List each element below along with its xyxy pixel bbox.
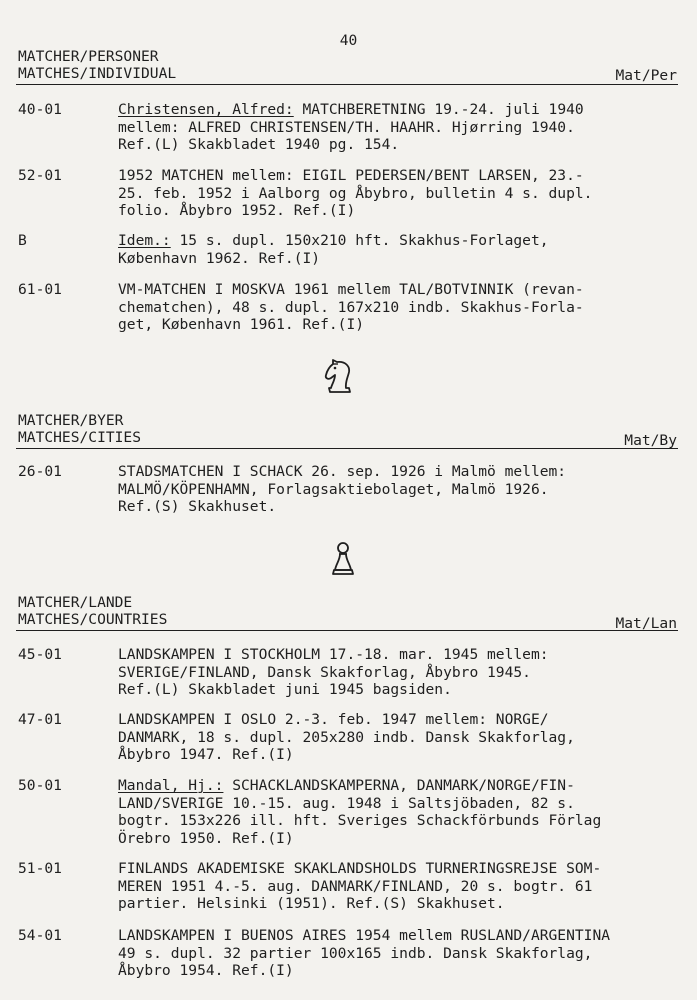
entry-body: STADSMATCHEN I SCHACK 26. sep. 1926 i Malmö mellem: MALMÖ/KÖPENHAMN, Forlagsaktiebolaget, Malmö 1926. Ref.(S) Skakhuset. [118,463,567,515]
entry-text [118,711,683,764]
section-code: Mat/Lan [615,615,677,632]
section-title-en: MATCHES/CITIES [18,429,142,446]
knight-icon [322,358,358,396]
entry-text [118,463,683,516]
section-code: Mat/By [624,432,677,449]
entry-body: LANDSKAMPEN I STOCKHOLM 17.-18. mar. 1945 mellem: SVERIGE/FINLAND, Dansk Skakforlag, Åbybro 1945. Ref.(L) Skakbladet juni 1945 bagsiden. [118,646,549,698]
entry-id: 45-01 [18,646,62,663]
entry-id: 40-01 [18,101,62,118]
entry-id: 61-01 [18,281,62,298]
entry-author: Mandal, Hj.: [118,777,224,794]
section-rule [16,84,678,85]
section-code: Mat/Per [615,67,677,84]
entry-id: 54-01 [18,927,62,944]
section-title-en: MATCHES/COUNTRIES [18,611,168,628]
entry-text [118,860,683,913]
page-number: 40 [339,32,358,49]
entry-id: 47-01 [18,711,62,728]
section-title-dk: MATCHER/PERSONER [18,48,159,65]
entry-author: Christensen, Alfred: [118,101,294,118]
entry-body: VM-MATCHEN I MOSKVA 1961 mellem TAL/BOTVINNIK (revan- chematchen), 48 s. dupl. 167x210 indb. Skakhus-Forla- get, København 1961. Ref.(I) [118,281,584,333]
entry-body: FINLANDS AKADEMISKE SKAKLANDSHOLDS TURNERINGSREJSE SOM- MEREN 1951 4.-5. aug. DANMARK/FINLAND, 20 s. bogtr. 61 partier. Helsinki (1951). Ref.(S) Skakhuset. [118,860,602,912]
entry-id: B [18,232,27,249]
entry-body: SCHACKLANDSKAMPERNA, DANMARK/NORGE/FIN- LAND/SVERIGE 10.-15. aug. 1948 i Saltsjöbaden, 82 s. bogtr. 153x226 ill. hft. Sveriges Schackförbunds Förlag Örebro 1950. Ref.(I) [118,777,602,847]
entry-body: LANDSKAMPEN I BUENOS AIRES 1954 mellem RUSLAND/ARGENTINA 49 s. dupl. 32 partier 100x165 indb. Dansk Skakforlag, Åbybro 1954. Ref.(I) [118,927,611,979]
entry-text [118,281,683,334]
entry-text [118,167,683,220]
entry-body: MATCHBERETNING 19.-24. juli 1940 mellem: ALFRED CHRISTENSEN/TH. HAAHR. Hjørring 1940. Ref.(L) Skakbladet 1940 pg. 154. [118,101,584,153]
section-rule [16,630,678,631]
entry-body: 1952 MATCHEN mellem: EIGIL PEDERSEN/BENT LARSEN, 23.- 25. feb. 1952 i Aalborg og Åbybro, bulletin 4 s. dupl. folio. Åbybro 1952. Ref.(I) [118,167,593,219]
entry-id: 26-01 [18,463,62,480]
section-title-dk: MATCHER/BYER [18,412,124,429]
entry-text [118,646,683,699]
entry-id: 52-01 [18,167,62,184]
entry-id: 51-01 [18,860,62,877]
entry-body: 15 s. dupl. 150x210 hft. Skakhus-Forlaget, København 1962. Ref.(I) [118,232,549,267]
entry-text [118,777,683,847]
entry-text [118,101,683,154]
pawn-icon [330,540,356,578]
entry-id: 50-01 [18,777,62,794]
entry-body: LANDSKAMPEN I OSLO 2.-3. feb. 1947 mellem: NORGE/ DANMARK, 18 s. dupl. 205x280 indb. Dansk Skakforlag, Åbybro 1947. Ref.(I) [118,711,575,763]
section-rule [16,448,678,449]
entry-author: Idem.: [118,232,171,249]
entry-text [118,927,683,980]
section-title-en: MATCHES/INDIVIDUAL [18,65,177,82]
section-title-dk: MATCHER/LANDE [18,594,133,611]
entry-text [118,232,683,267]
